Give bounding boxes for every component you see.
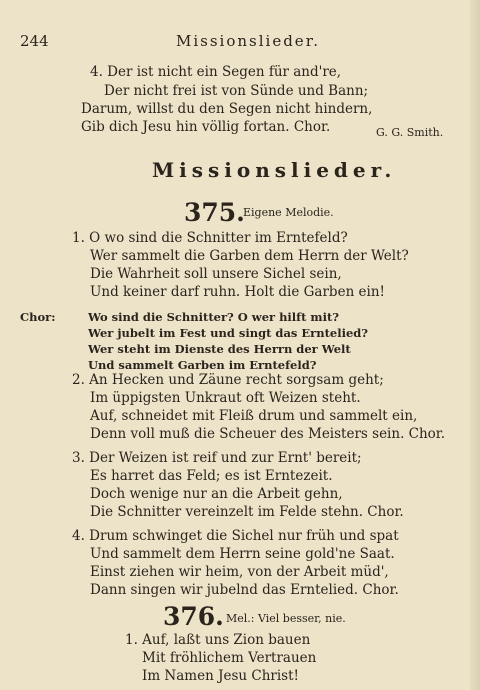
page-gutter — [470, 0, 480, 690]
hymn-number: 376. — [163, 602, 224, 631]
verse-line: Darum, willst du den Segen nicht hindern, — [81, 101, 373, 117]
page-number: 244 — [20, 32, 49, 50]
verse-line: Einst ziehen wir heim, von der Arbeit müd', — [90, 564, 389, 580]
verse-line: Und keiner darf ruhn. Holt die Garben ein! — [90, 284, 385, 300]
author-attribution: G. G. Smith. — [376, 126, 444, 139]
verse-line: 2. An Hecken und Zäune recht sorgsam geht; — [72, 372, 384, 388]
verse-line: 1. Auf, laßt uns Zion bauen — [125, 632, 311, 648]
verse-line: 1. O wo sind die Schnitter im Erntefeld? — [72, 230, 348, 246]
verse-line: Doch wenige nur an die Arbeit gehn, — [90, 486, 343, 502]
verse-line: Gib dich Jesu hin völlig fortan. Chor. — [81, 119, 331, 135]
melody-note: Eigene Melodie. — [243, 206, 334, 219]
verse-line: 3. Der Weizen ist reif und zur Ernt' bereit; — [72, 450, 362, 466]
hymn-number: 375. — [184, 198, 245, 227]
chorus-line: Und sammelt Garben im Erntefeld? — [88, 358, 317, 372]
verse-line: Dann singen wir jubelnd das Erntelied. Chor. — [90, 582, 399, 598]
section-title: Missionslieder. — [152, 158, 397, 182]
verse-line: Es harret das Feld; es ist Erntezeit. — [90, 468, 333, 484]
chorus-line: Wo sind die Schnitter? O wer hilft mit? — [88, 310, 340, 324]
verse-line: Und sammelt dem Herrn seine gold'ne Saat. — [90, 546, 395, 562]
verse-line: 4. Der ist nicht ein Segen für and're, — [90, 64, 342, 80]
verse-line: Auf, schneidet mit Fleiß drum und sammelt ein, — [90, 408, 418, 424]
verse-line: Im üppigsten Unkraut oft Weizen steht. — [90, 390, 361, 406]
verse-line: 4. Drum schwinget die Sichel nur früh und spat — [72, 528, 399, 544]
verse-line: Wer sammelt die Garben dem Herrn der Welt? — [90, 248, 409, 264]
chorus-line: Wer jubelt im Fest und singt das Erntelied? — [88, 326, 369, 340]
verse-line: Die Schnitter vereinzelt im Felde stehn. Chor. — [90, 504, 404, 520]
verse-line: Im Namen Jesu Christ! — [142, 668, 299, 684]
melody-note: Mel.: Viel besser, nie. — [226, 612, 346, 625]
running-title: Missionslieder. — [176, 32, 320, 50]
chorus-label: Chor: — [20, 310, 56, 324]
verse-line: Der nicht frei ist von Sünde und Bann; — [104, 83, 369, 99]
verse-line: Mit fröhlichem Vertrauen — [142, 650, 317, 666]
chorus-line: Wer steht im Dienste des Herrn der Welt — [88, 342, 351, 356]
verse-line: Die Wahrheit soll unsere Sichel sein, — [90, 266, 342, 282]
verse-line: Denn voll muß die Scheuer des Meisters sein. Chor. — [90, 426, 446, 442]
